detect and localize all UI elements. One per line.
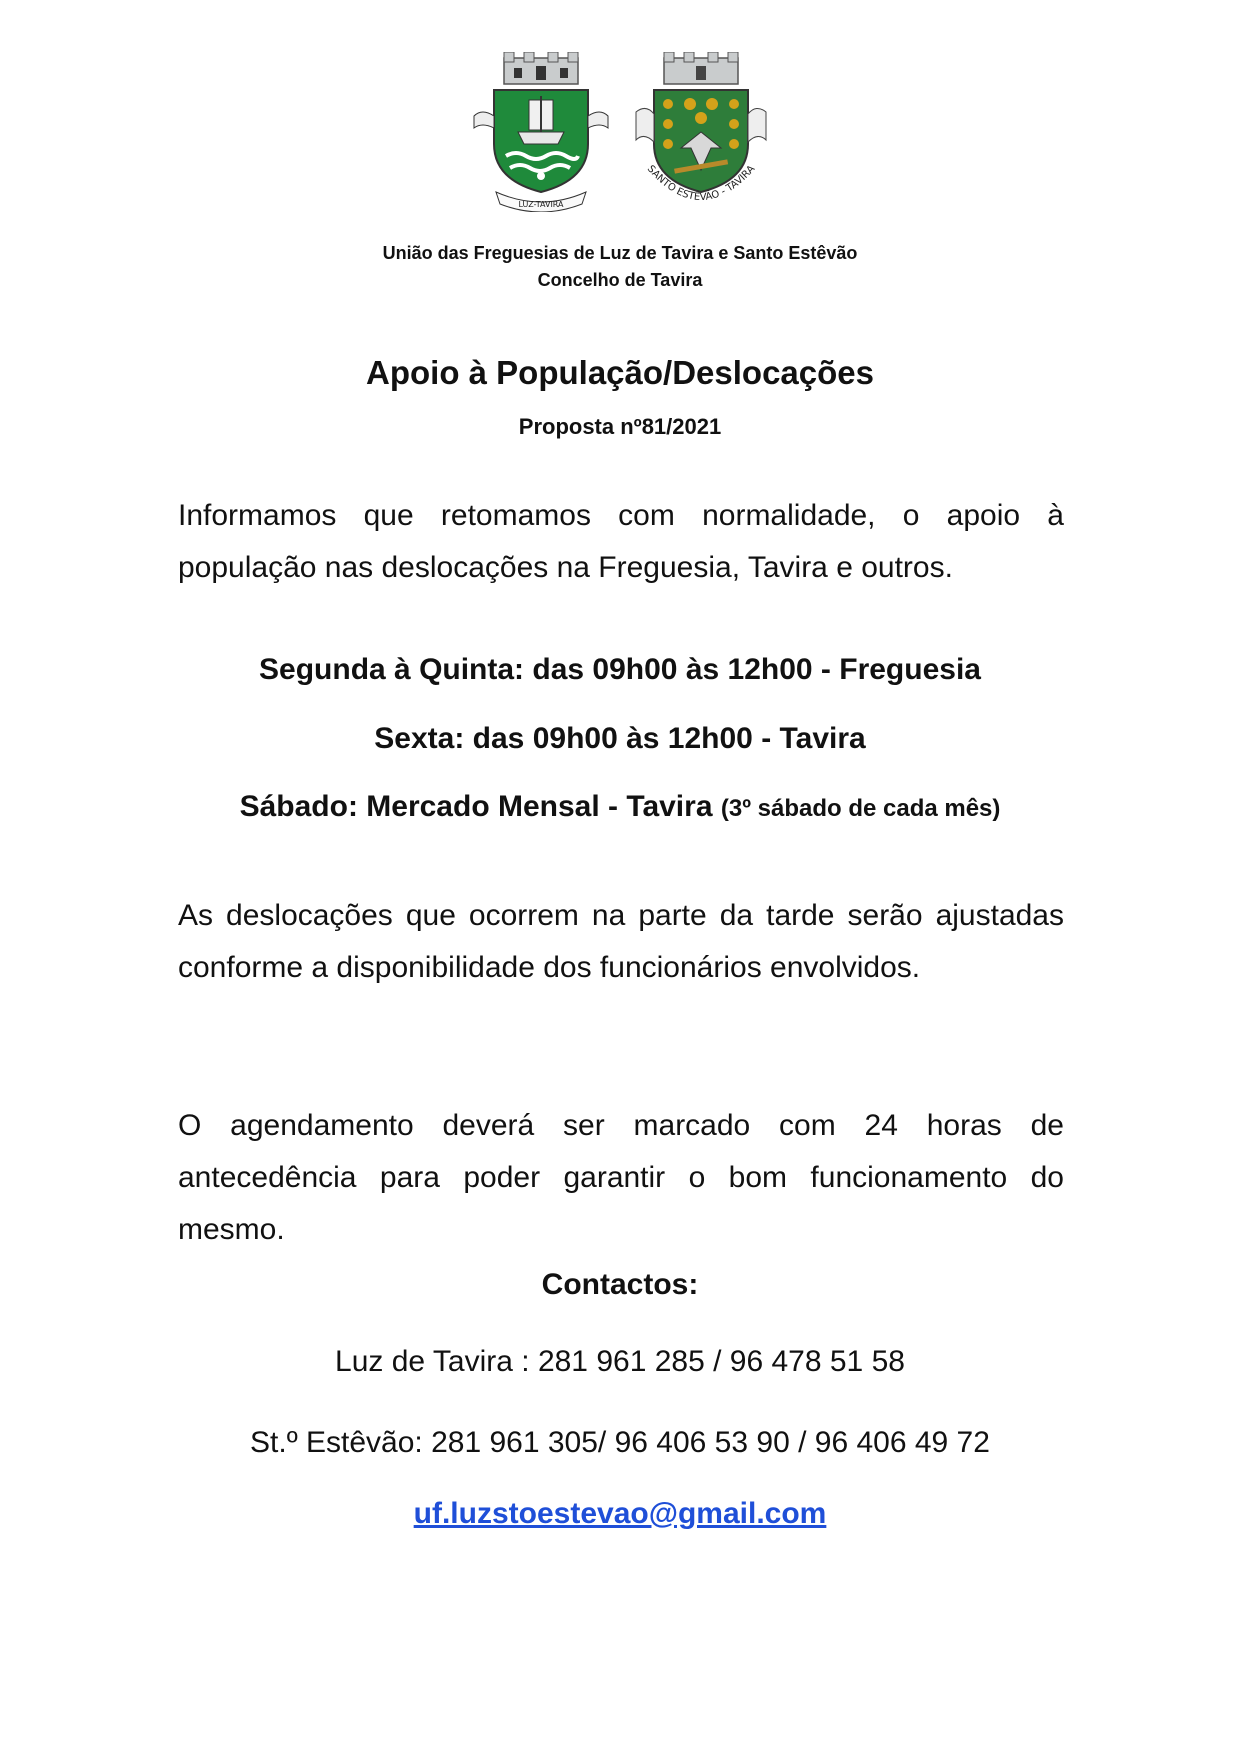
santo-estevao-crest-icon bbox=[626, 52, 776, 212]
proposal-number: Proposta nº81/2021 bbox=[518, 414, 722, 439]
page-title: Apoio à População/Deslocações bbox=[366, 354, 874, 391]
contact-luz-de-tavira: Luz de Tavira : 281 961 285 / 96 478 51 58 bbox=[335, 1345, 905, 1378]
schedule-weekdays: Segunda à Quinta: das 09h00 às 12h00 - Freguesia bbox=[259, 653, 981, 686]
afternoon-paragraph: As deslocações que ocorrem na parte da tarde serão ajustadas conforme a disponibilidade dos funcionários envolvidos. bbox=[178, 899, 1064, 984]
coats-of-arms bbox=[466, 52, 776, 212]
schedule-saturday-note: (3º sábado de cada mês) bbox=[720, 795, 1001, 822]
email-link[interactable]: uf.luzstoestevao@gmail.com bbox=[413, 1497, 827, 1530]
email-contact bbox=[0, 1497, 1240, 1531]
schedule-saturday bbox=[0, 790, 1240, 824]
organization-name: União das Freguesias de Luz de Tavira e Santo Estêvão bbox=[382, 243, 858, 263]
schedule-friday: Sexta: das 09h00 às 12h00 - Tavira bbox=[374, 722, 866, 755]
santo-estevao-crest-label: SANTO ESTÊVÃO - TAVIRA bbox=[644, 163, 758, 204]
contact-santo-estevao: St.º Estêvão: 281 961 305/ 96 406 53 90 / 96 406 49 72 bbox=[250, 1426, 990, 1459]
booking-paragraph: O agendamento deverá ser marcado com 24 horas de antecedência para poder garantir o bom funcionamento do mesmo. bbox=[178, 1109, 1064, 1246]
schedule-saturday-text: Sábado: Mercado Mensal - Tavira bbox=[239, 790, 713, 823]
contacts-heading: Contactos: bbox=[541, 1268, 699, 1301]
intro-paragraph: Informamos que retomamos com normalidade, o apoio à população nas deslocações na Freguesia, Tavira e outros. bbox=[178, 499, 1064, 584]
luz-tavira-crest-icon bbox=[466, 52, 616, 212]
council-name: Concelho de Tavira bbox=[537, 270, 703, 290]
svg-text:LUZ-TAVIRA: LUZ-TAVIRA bbox=[518, 200, 564, 209]
